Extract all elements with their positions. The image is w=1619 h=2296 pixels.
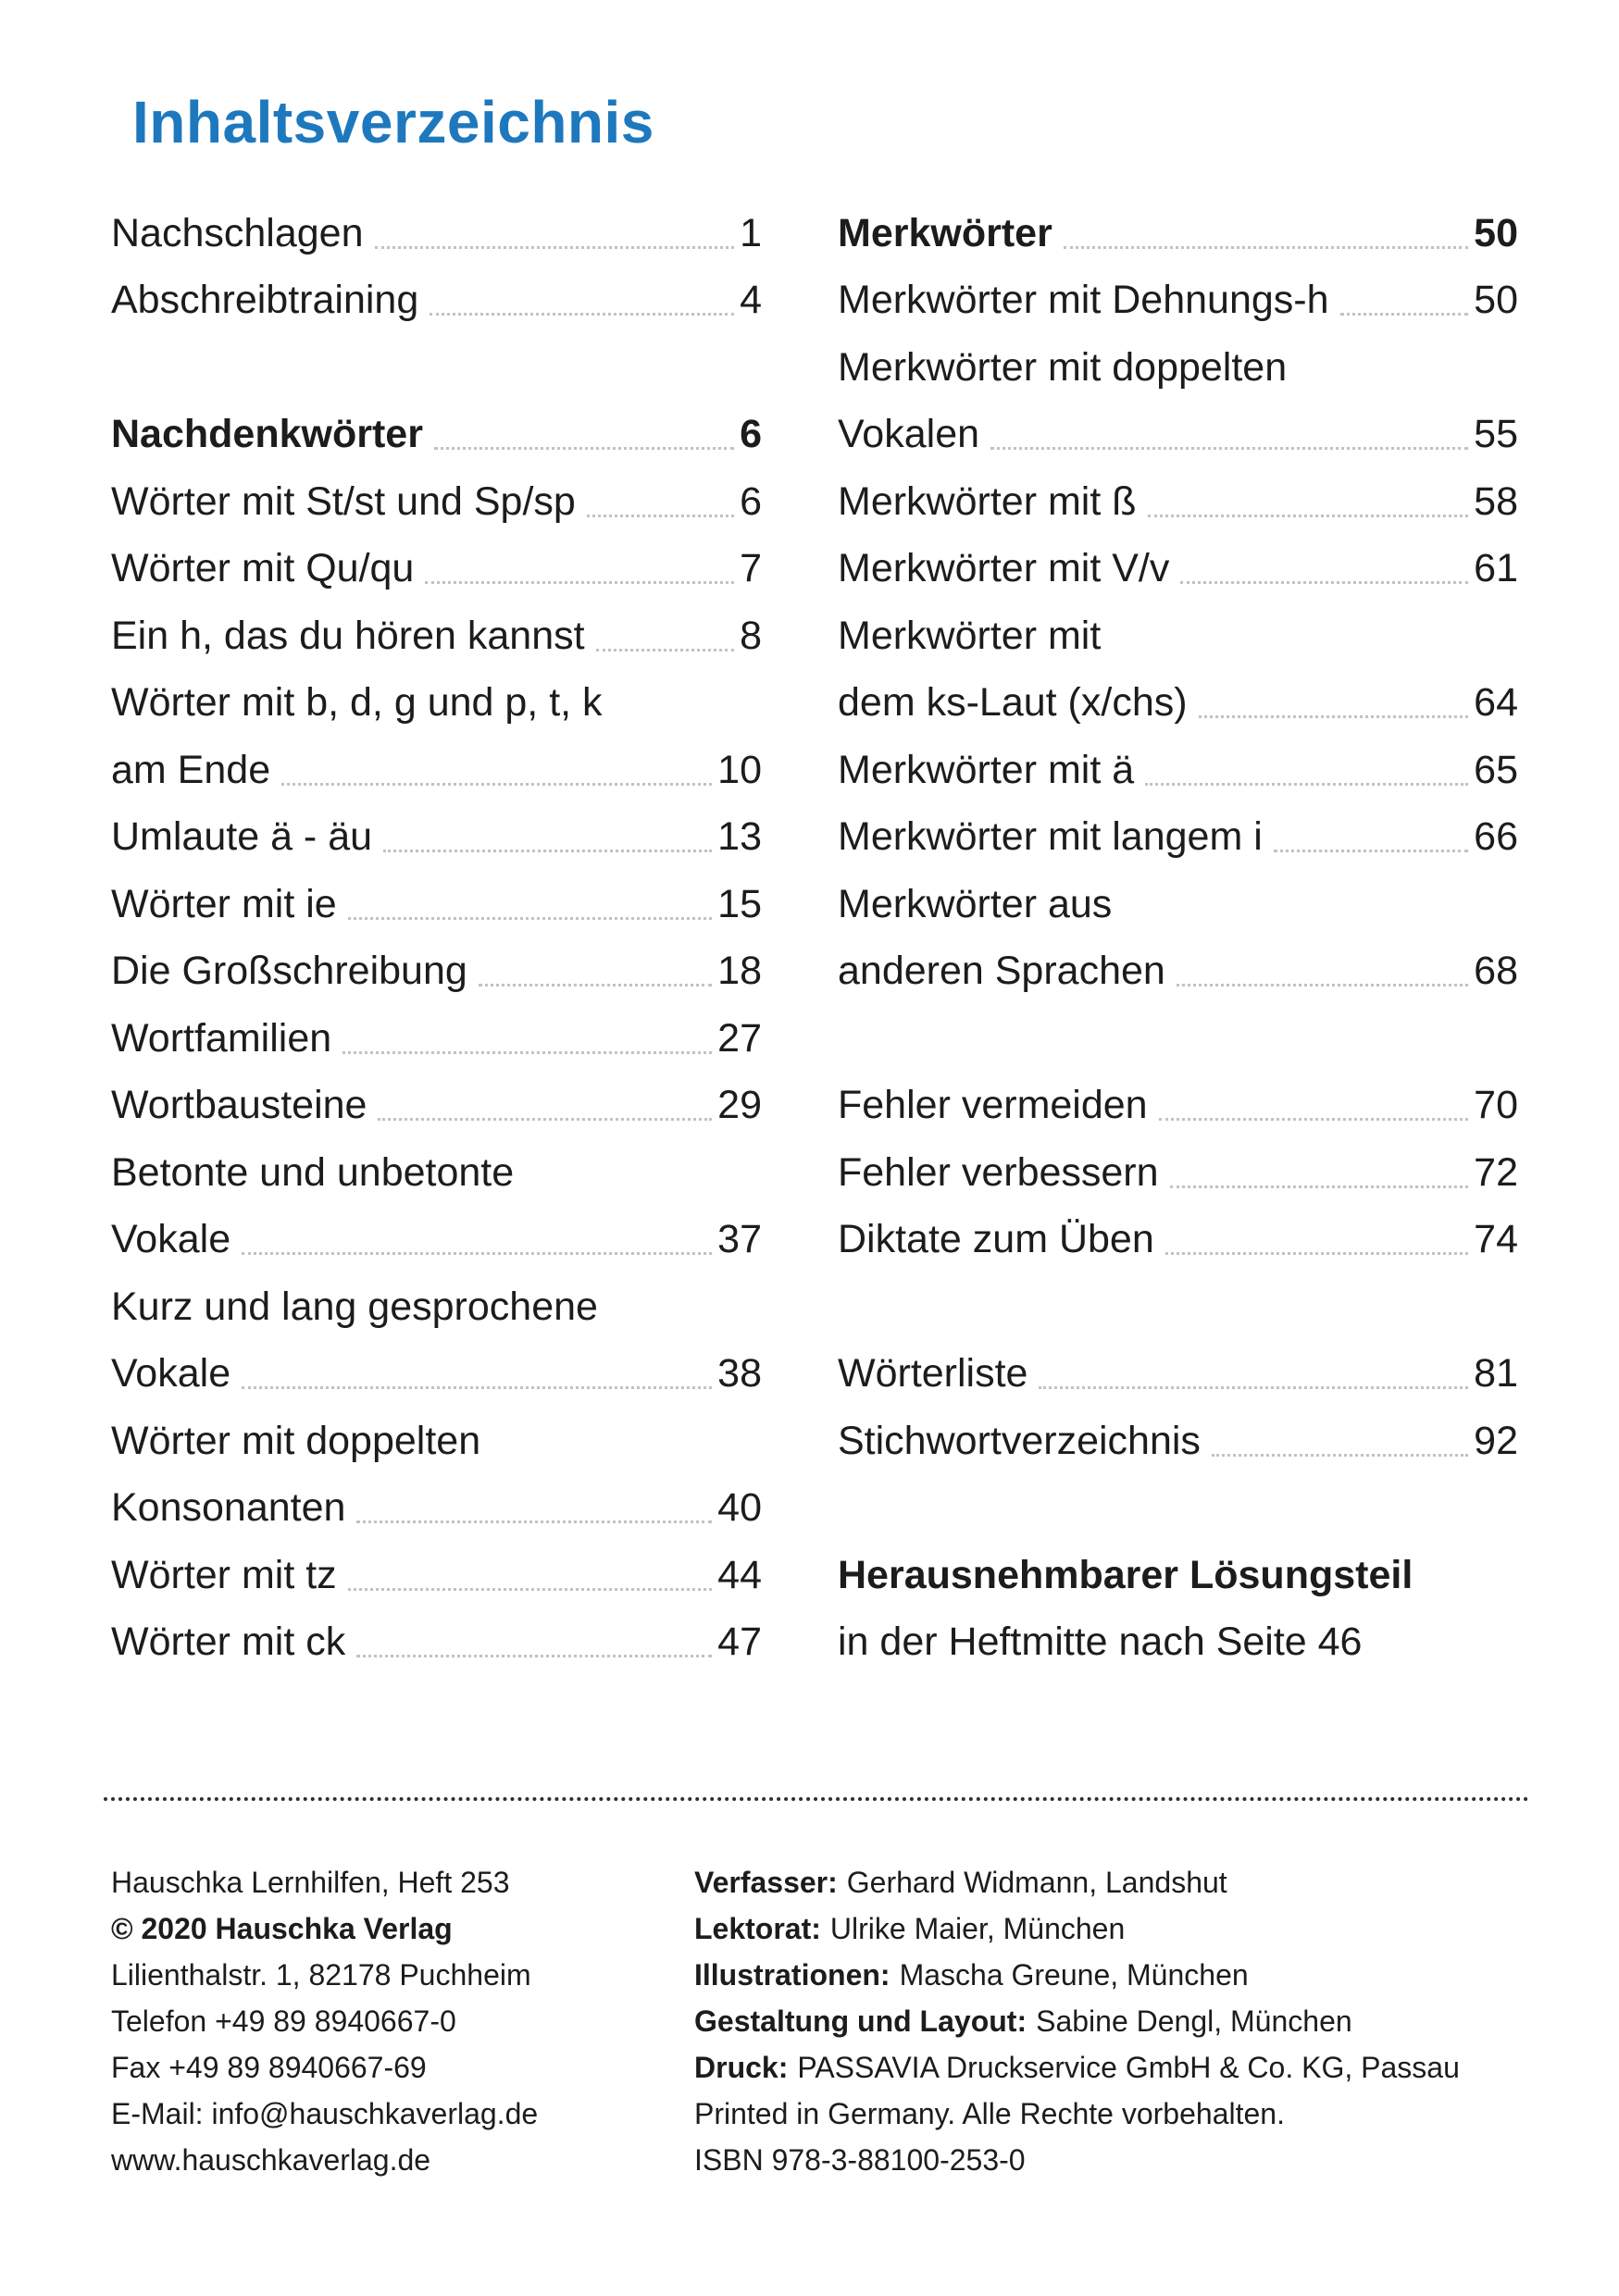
toc-entry-page-number: 81 <box>1474 1351 1518 1396</box>
toc-entry <box>838 666 1518 734</box>
imprint-line <box>694 1853 1518 1899</box>
dotted-leader <box>1180 581 1468 584</box>
dotted-leader <box>587 515 734 517</box>
toc-entry-page-number: 4 <box>740 278 762 322</box>
toc-entry-label: Vokale <box>111 1217 231 1261</box>
toc-entry-page-number: 44 <box>717 1552 762 1597</box>
toc-entry-label: Wörterliste <box>838 1351 1028 1396</box>
toc-entry <box>111 465 762 532</box>
toc-entry-page-number: 38 <box>717 1351 762 1396</box>
toc-entry <box>838 465 1518 532</box>
toc-entry-label: Wortbausteine <box>111 1083 367 1127</box>
imprint <box>111 1853 1518 2177</box>
toc-entry-label: Wörter mit ie <box>111 881 337 926</box>
dotted-leader <box>356 1655 712 1657</box>
imprint-line-text: Mascha Greune, München <box>899 1957 1249 1992</box>
dotted-leader <box>348 1588 712 1591</box>
toc-entry-label: Merkwörter mit <box>838 613 1102 658</box>
toc-entry <box>838 330 1518 398</box>
dotted-leader <box>1148 515 1469 517</box>
toc-entry <box>111 733 762 800</box>
toc-entry <box>111 935 762 1002</box>
imprint-line: © 2020 Hauschka Verlag <box>111 1911 453 1945</box>
toc-entry-page-number: 66 <box>1474 814 1518 859</box>
imprint-line: Fax +49 89 8940667-69 <box>111 2050 427 2084</box>
toc-entry <box>111 1337 762 1405</box>
toc-entry <box>838 599 1518 666</box>
imprint-separator-dotted-line <box>104 1797 1529 1801</box>
imprint-line-label: Lektorat: <box>694 1911 821 1945</box>
toc-entry-label: Ein h, das du hören kannst <box>111 613 585 658</box>
toc-entry <box>111 1471 762 1539</box>
toc-entry-page-number: 40 <box>717 1485 762 1530</box>
dotted-leader <box>1159 1118 1469 1121</box>
toc-entry-label: Herausnehmbarer Lösungsteil <box>838 1552 1414 1597</box>
imprint-line <box>694 2084 1518 2130</box>
toc-entry <box>838 398 1518 465</box>
toc-entry <box>838 1538 1518 1606</box>
toc-entry-label: Konsonanten <box>111 1485 346 1530</box>
toc-entry-page-number: 27 <box>717 1015 762 1061</box>
toc-entry-page-number: 64 <box>1474 680 1518 725</box>
imprint-line-label: Gestaltung und Layout: <box>694 2004 1027 2038</box>
toc-entry-label: Diktate zum Üben <box>838 1217 1154 1261</box>
dotted-leader <box>425 581 734 584</box>
toc-entry-page-number: 29 <box>717 1083 762 1127</box>
toc-entry <box>111 1404 762 1471</box>
toc-entry <box>111 1538 762 1606</box>
toc-entry-label: Wörter mit Qu/qu <box>111 546 415 590</box>
toc-entry <box>111 800 762 868</box>
toc-entry-page-number: 15 <box>717 881 762 926</box>
imprint-credits-block <box>694 1853 1518 2177</box>
dotted-leader <box>342 1051 712 1054</box>
toc-entry-label: Wörter mit tz <box>111 1552 337 1597</box>
imprint-line <box>694 2038 1518 2084</box>
toc-entry <box>111 1001 762 1069</box>
toc-entry-label: Merkwörter mit ä <box>838 747 1135 792</box>
imprint-line-label: Illustrationen: <box>694 1957 890 1992</box>
toc-entry-page-number: 7 <box>740 546 762 590</box>
toc-entry-page-number: 37 <box>717 1217 762 1261</box>
toc-entry-label: Nachschlagen <box>111 210 364 255</box>
toc-entry-page-number: 70 <box>1474 1083 1518 1127</box>
toc-entry-page-number: 65 <box>1474 747 1518 792</box>
toc-entry-label: am Ende <box>111 747 271 792</box>
toc-entry-page-number: 8 <box>740 613 762 658</box>
toc-entry <box>111 666 762 734</box>
toc-entry-label: Nachdenkwörter <box>111 412 423 456</box>
dotted-leader <box>1165 1252 1468 1255</box>
toc-entry <box>111 1203 762 1271</box>
imprint-line-text: PASSAVIA Druckservice GmbH & Co. KG, Passau <box>797 2050 1460 2084</box>
dotted-leader <box>1274 850 1468 852</box>
toc-entry-page-number: 47 <box>717 1620 762 1664</box>
toc-entry-page-number: 13 <box>717 814 762 859</box>
toc-column-right <box>838 196 1518 1672</box>
toc-entry <box>838 800 1518 868</box>
toc-column-left <box>111 196 762 1672</box>
imprint-line-text: ISBN 978-3-88100-253-0 <box>694 2142 1026 2177</box>
toc-entry-page-number: 6 <box>740 478 762 524</box>
toc-spacer <box>838 1001 1518 1069</box>
imprint-line: Hauschka Lernhilfen, Heft 253 <box>111 1865 510 1899</box>
toc-spacer <box>838 1471 1518 1539</box>
toc-entry-label: anderen Sprachen <box>838 949 1165 993</box>
toc-entry <box>838 1136 1518 1203</box>
imprint-line: E-Mail: info@hauschkaverlag.de <box>111 2096 539 2130</box>
toc-entry-label: Wortfamilien <box>111 1015 332 1061</box>
toc-entry <box>838 733 1518 800</box>
toc-entry-label: Merkwörter mit ß <box>838 478 1137 524</box>
imprint-publisher-block <box>111 1853 694 2177</box>
toc-spacer <box>111 330 762 398</box>
dotted-leader <box>383 850 712 852</box>
toc-entry <box>111 1270 762 1337</box>
toc-entry-label: Abschreibtraining <box>111 278 419 322</box>
imprint-line-label: Verfasser: <box>694 1865 838 1899</box>
toc-entry-label: Umlaute ä - äu <box>111 814 373 859</box>
toc-entry-label: Merkwörter mit langem i <box>838 814 1263 859</box>
toc-entry-page-number: 58 <box>1474 478 1518 524</box>
imprint-line <box>694 2130 1518 2177</box>
dotted-leader <box>434 447 734 450</box>
toc-entry-label: Stichwortverzeichnis <box>838 1418 1201 1463</box>
toc-entry-label: Die Großschreibung <box>111 949 467 993</box>
toc-entry <box>111 196 762 264</box>
toc-entry-label: Fehler vermeiden <box>838 1083 1148 1127</box>
dotted-leader <box>348 917 712 920</box>
toc-entry-label: Wörter mit doppelten <box>111 1418 481 1463</box>
toc-entry-label: Wörter mit b, d, g und p, t, k <box>111 680 603 725</box>
toc-entry-label: Merkwörter <box>838 210 1052 255</box>
imprint-line-label: Druck: <box>694 2050 789 2084</box>
dotted-leader <box>430 313 734 316</box>
dotted-leader <box>1199 715 1469 718</box>
imprint-line: www.hauschkaverlag.de <box>111 2142 431 2177</box>
toc-entry-page-number: 68 <box>1474 949 1518 993</box>
toc-entry <box>111 1136 762 1203</box>
toc-entry-label: dem ks-Laut (x/chs) <box>838 680 1188 725</box>
toc-entry-page-number: 50 <box>1474 278 1518 322</box>
dotted-leader <box>990 447 1468 450</box>
imprint-line-text: Printed in Germany. Alle Rechte vorbehalten. <box>694 2096 1285 2130</box>
toc-entry <box>111 867 762 935</box>
toc-entry-page-number: 10 <box>717 747 762 792</box>
toc-entry <box>111 1069 762 1136</box>
toc-entry <box>838 1069 1518 1136</box>
toc-entry <box>111 398 762 465</box>
toc-entry <box>838 1203 1518 1271</box>
toc-entry <box>838 1337 1518 1405</box>
toc-spacer <box>838 1270 1518 1337</box>
toc-entry-page-number: 1 <box>740 210 762 255</box>
imprint-line: Telefon +49 89 8940667-0 <box>111 2004 456 2038</box>
toc-entry-label: Merkwörter mit V/v <box>838 546 1170 590</box>
toc-entry <box>111 599 762 666</box>
toc-entry-page-number: 61 <box>1474 546 1518 590</box>
dotted-leader <box>1340 313 1469 316</box>
toc-entry-label: Vokalen <box>838 412 980 456</box>
dotted-leader <box>375 246 735 249</box>
toc-entry-page-number: 55 <box>1474 412 1518 456</box>
toc-entry-label: Betonte und unbetonte <box>111 1149 515 1195</box>
toc-entry <box>838 532 1518 600</box>
imprint-line-text: Gerhard Widmann, Landshut <box>846 1865 1227 1899</box>
toc-entry-label: Wörter mit ck <box>111 1620 346 1664</box>
toc-entry-page-number: 72 <box>1474 1149 1518 1195</box>
dotted-leader <box>242 1386 712 1389</box>
toc-entry <box>838 1404 1518 1471</box>
imprint-line <box>694 1899 1518 1945</box>
toc-entry-page-number: 74 <box>1474 1217 1518 1261</box>
toc-entry-page-number: 92 <box>1474 1418 1518 1463</box>
dotted-leader <box>1212 1454 1468 1457</box>
dotted-leader <box>378 1118 712 1121</box>
toc-entry <box>838 1606 1518 1673</box>
toc-entry <box>111 1606 762 1673</box>
toc-entry-page-number: 6 <box>740 412 762 456</box>
toc-entry-label: Merkwörter mit Dehnungs-h <box>838 278 1329 322</box>
toc-entry <box>111 264 762 331</box>
toc-entry <box>838 935 1518 1002</box>
dotted-leader <box>1170 1185 1469 1188</box>
toc-entry-page-number: 50 <box>1474 210 1518 255</box>
imprint-line: Lilienthalstr. 1, 82178 Puchheim <box>111 1957 531 1992</box>
imprint-line-text: Ulrike Maier, München <box>829 1911 1126 1945</box>
toc-entry <box>111 532 762 600</box>
dotted-leader <box>1064 246 1468 249</box>
page-title: Inhaltsverzeichnis <box>132 89 654 155</box>
toc-columns <box>111 196 1518 1672</box>
dotted-leader <box>242 1252 712 1255</box>
toc-entry-label: in der Heftmitte nach Seite 46 <box>838 1620 1363 1664</box>
toc-entry-label: Fehler verbessern <box>838 1149 1159 1195</box>
toc-entry <box>838 196 1518 264</box>
dotted-leader <box>596 649 735 652</box>
toc-entry-label: Wörter mit St/st und Sp/sp <box>111 478 576 524</box>
toc-entry <box>838 264 1518 331</box>
imprint-line-text: Sabine Dengl, München <box>1036 2004 1352 2038</box>
toc-entry-label: Kurz und lang gesprochene <box>111 1284 598 1329</box>
toc-entry-label: Vokale <box>111 1351 231 1396</box>
dotted-leader <box>356 1520 712 1523</box>
imprint-line <box>694 1992 1518 2038</box>
toc-entry-label: Merkwörter mit doppelten <box>838 344 1288 390</box>
dotted-leader <box>1145 783 1468 786</box>
toc-entry <box>838 867 1518 935</box>
dotted-leader <box>1039 1386 1468 1389</box>
dotted-leader <box>281 783 712 786</box>
toc-entry-label: Merkwörter aus <box>838 881 1113 926</box>
dotted-leader <box>1177 984 1468 987</box>
imprint-line <box>694 1945 1518 1992</box>
toc-entry-page-number: 18 <box>717 949 762 993</box>
dotted-leader <box>479 984 712 987</box>
